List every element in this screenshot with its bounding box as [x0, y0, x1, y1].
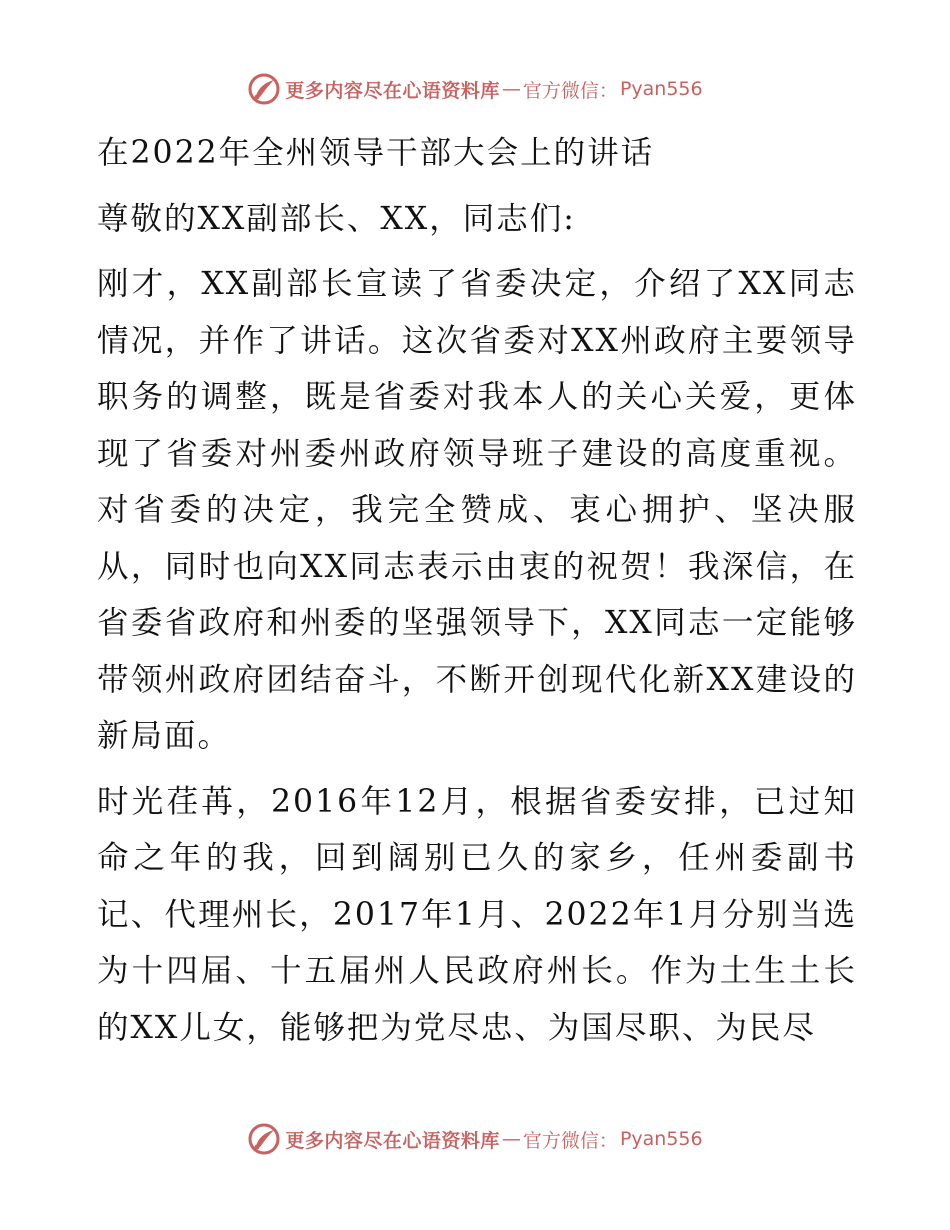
document-body	[97, 125, 857, 1056]
watermark-header	[0, 72, 950, 106]
document-title: 在2022年全州领导干部大会上的讲话	[97, 135, 655, 171]
document-greeting: 尊敬的XX副部长、XX，同志们:	[97, 200, 576, 237]
watermark-name: 更多内容尽在心语资料库	[285, 1129, 500, 1152]
watermark-account: Pyan556	[619, 78, 703, 100]
red-ink-brush-logo-icon	[247, 72, 281, 106]
watermark-footer	[0, 1122, 950, 1156]
red-ink-brush-logo-icon	[247, 1122, 281, 1156]
watermark-label: 官方微信：	[522, 1129, 618, 1152]
paragraph-2: 时光荏苒，2016年12月，根据省委安排，已过知命之年的我，回到阔别已久的家乡，任州委副书记、代理州长，2017年1月、2022年1月分别当选为十四届、十五届州人民政府州长。作为土生土长的XX儿女，能够把为党尽忠、为国尽职、为民尽	[97, 783, 857, 1046]
watermark-separator: —	[501, 1128, 521, 1150]
paragraph-1: 刚才，XX副部长宣读了省委决定，介绍了XX同志情况，并作了讲话。这次省委对XX州政府主要领导职务的调整，既是省委对我本人的关心关爱，更体现了省委对州委州政府领导班子建设的高度重视。对省委的决定，我完全赞成、衷心拥护、坚决服从，同时也向XX同志表示由衷的祝贺！我深信，在省委省政府和州委的坚强领导下，XX同志一定能够带领州政府团结奋斗，不断开创现代化新XX建设的新局面。	[97, 266, 857, 754]
watermark-separator: —	[501, 78, 521, 100]
watermark-name: 更多内容尽在心语资料库	[285, 79, 500, 102]
watermark-account: Pyan556	[619, 1128, 703, 1150]
watermark-label: 官方微信：	[522, 79, 618, 102]
